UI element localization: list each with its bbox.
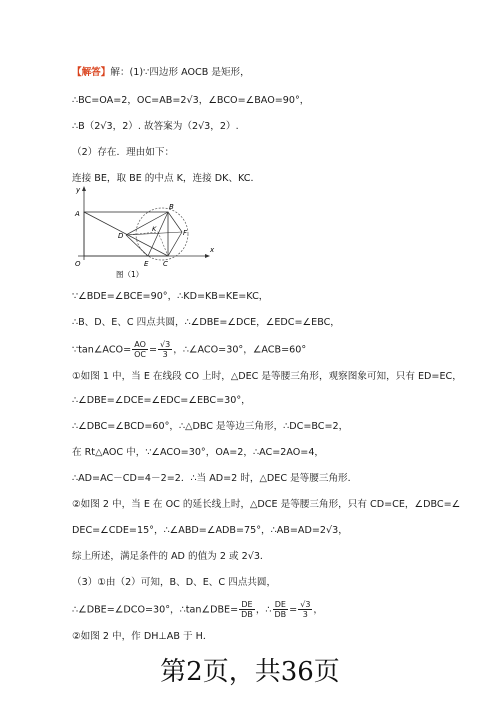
label-o: O: [75, 260, 81, 268]
fraction-numerator: DE: [239, 600, 255, 610]
solution-line-3: ∴B（2√3，2）. 故答案为（2√3，2）.: [72, 121, 239, 132]
fraction-numerator: AO: [132, 340, 148, 350]
geometry-figure-1: [72, 186, 222, 282]
fraction-sqrt3-3: [298, 600, 312, 619]
solution-line-18: [72, 600, 323, 619]
label-d: D: [118, 232, 124, 240]
solution-line-12: 在 Rt△AOC 中，∵∠ACO=30°，OA=2，∴AC=2AO=4，: [72, 447, 325, 458]
fraction-denominator: 3: [162, 350, 168, 359]
segment-bd: [126, 212, 168, 235]
segment-kc: [158, 232, 168, 256]
solution-line-11: ∴∠DBC=∠BCD=60°，∴△DBC 是等边三角形，∴DC=BC=2，: [72, 421, 349, 432]
segment-fc: [168, 232, 182, 256]
solution-line-5: 连接 BE，取 BE 的中点 K，连接 DK、KC．: [72, 173, 261, 184]
page-number-footer: 第2页，共36页: [160, 657, 340, 687]
fraction-de-db-2: [273, 600, 289, 619]
segment-de: [126, 235, 148, 256]
fraction-numerator: √3: [300, 600, 311, 609]
fraction-denominator: 3: [302, 610, 308, 619]
fraction-denominator: OC: [134, 350, 146, 359]
label-c: C: [163, 260, 168, 268]
label-x: x: [210, 246, 215, 254]
solution-line-2: ∴BC=OA=2，OC=AB=2√3，∠BCO=∠BAO=90°，: [72, 95, 310, 106]
solution-line-13: ∴AD=AC－CD=4－2=2．∴当 AD=2 时，△DEC 是等腰三角形．: [72, 473, 358, 484]
answer-tag: 【解答】: [72, 67, 111, 78]
solution-line-10: ∴∠DBE=∠DCE=∠EDC=∠EBC=30°，: [72, 395, 251, 406]
equals-sign: =: [289, 604, 298, 616]
line-8-start: ∵tan∠ACO=: [72, 344, 132, 356]
line-1-text: 解：(1)∵四边形 AOCB 是矩形，: [110, 67, 250, 78]
line-18-start: ∴∠DBE=∠DCO=30°，∴tan∠DBE=: [72, 604, 239, 616]
label-y: y: [76, 186, 81, 194]
label-a: A: [75, 210, 80, 218]
solution-line-16: 综上所述，满足条件的 AD 的值为 2 或 2√3．: [72, 551, 270, 562]
y-axis-arrow: [82, 186, 86, 191]
fraction-de-db-1: [239, 600, 255, 619]
line-18-end: ，: [313, 604, 323, 616]
solution-line-14: ②如图 2 中，当 E 在 OC 的延长线上时，△DCE 是等腰三角形，只有 CD=CE，∠DBC=∠: [72, 499, 461, 510]
solution-line-4: （2）存在．理由如下：: [72, 147, 175, 158]
fraction-numerator: √3: [160, 340, 171, 349]
fraction-denominator: DB: [241, 610, 253, 619]
solution-line-6: ∵∠BDE=∠BCE=90°，∴KD=KB=KE=KC，: [72, 291, 269, 302]
solution-line-15: DEC=∠CDE=15°，∴∠ABD=∠ADB=75°，∴AB=AD=2√3，: [72, 525, 348, 536]
fraction-denominator: DB: [274, 610, 287, 619]
solution-line-9: ①如图 1 中，当 E 在线段 CO 上时，△DEC 是等腰三角形，观察图象可知，只有 ED=EC，: [72, 371, 462, 382]
label-f: F: [183, 229, 188, 237]
figure-caption: 图（1）: [116, 270, 144, 279]
equals-sign: =: [149, 344, 158, 356]
fraction-ao-oc: [132, 340, 148, 359]
line-8-end: ，∴∠ACO=30°，∠ACB=60°: [173, 344, 307, 356]
solution-line-1: [72, 66, 250, 79]
fraction-numerator: DE: [273, 600, 289, 610]
fraction-sqrt3-3: [158, 340, 172, 359]
solution-line-17: （3）①由（2）可知，B、D、E、C 四点共圆，: [72, 577, 277, 588]
solution-line-7: ∴B、D、E、C 四点共圆，∴∠DBE=∠DCE，∠EDC=∠EBC，: [72, 317, 340, 328]
solution-line-19: ②如图 2 中，作 DH⊥AB 于 H．: [72, 631, 213, 642]
x-axis-arrow: [205, 254, 210, 258]
label-b: B: [169, 203, 174, 211]
line-18-middle: ，∴: [255, 604, 272, 616]
solution-line-8: [72, 340, 306, 359]
label-e: E: [144, 260, 149, 268]
label-k: K: [152, 225, 157, 233]
